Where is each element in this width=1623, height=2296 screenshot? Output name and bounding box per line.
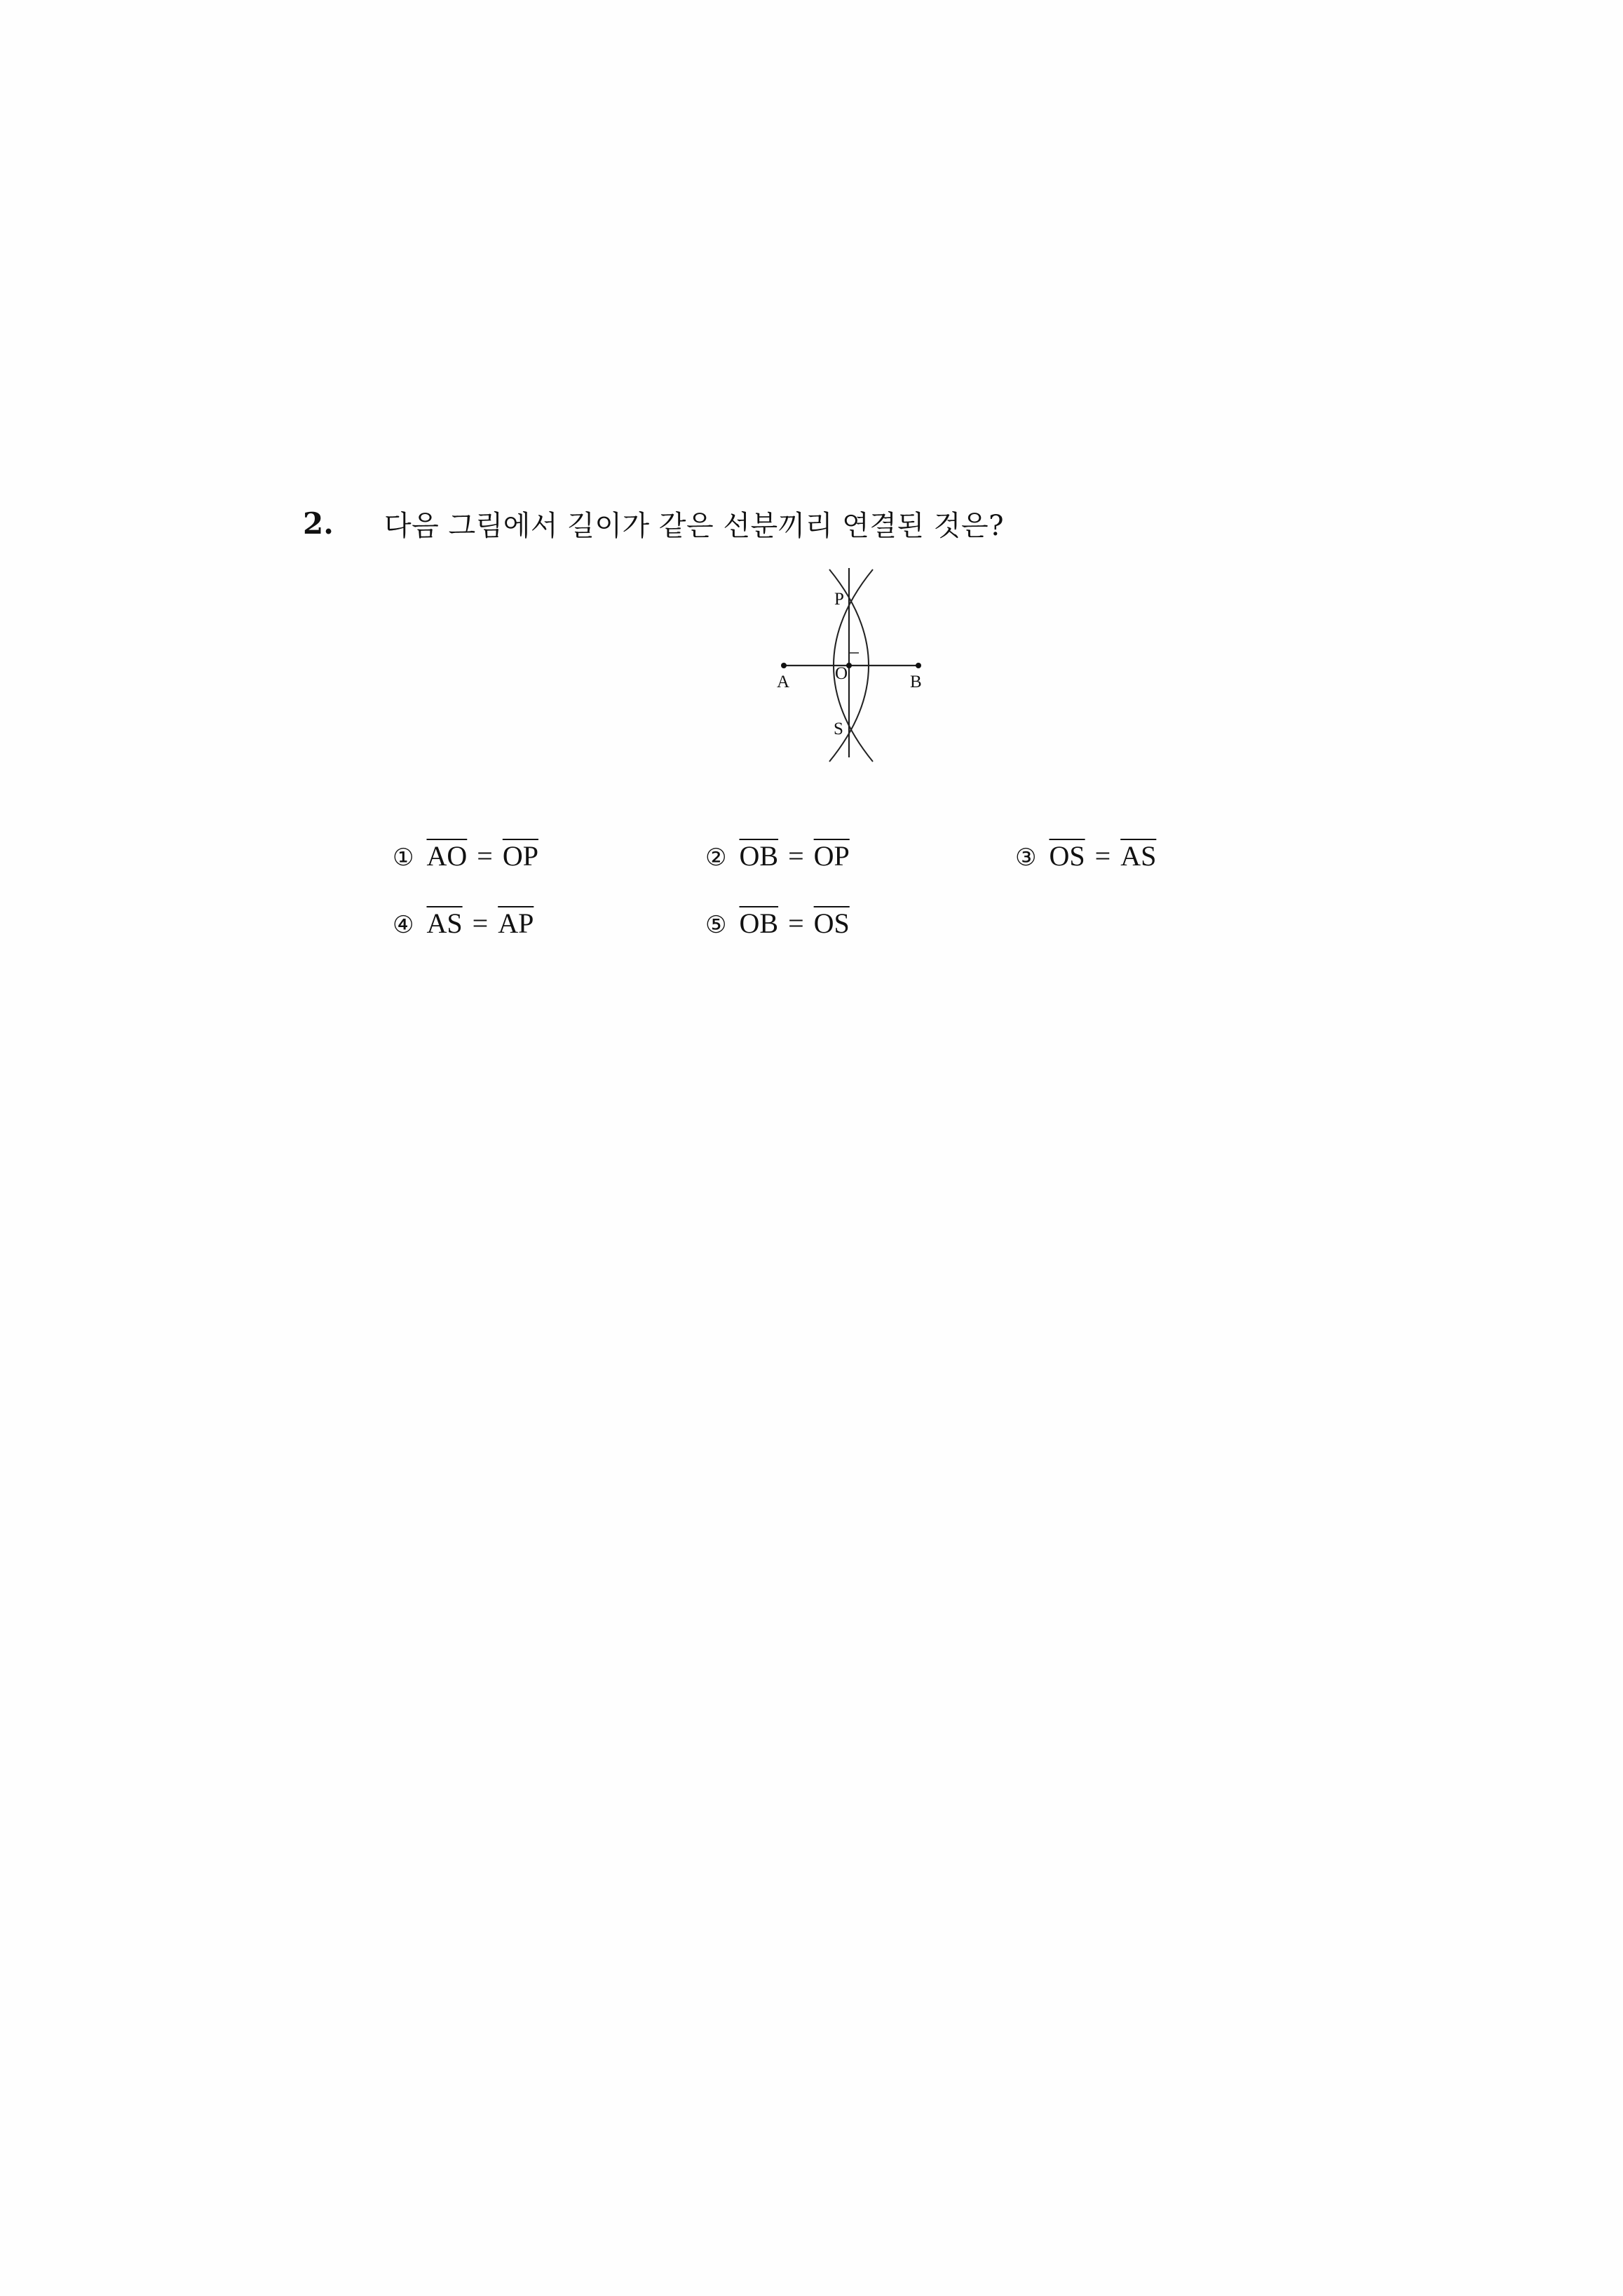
choice-5[interactable] <box>705 907 850 940</box>
segment-right: $\overline{OS}$ <box>813 907 850 939</box>
choice-4[interactable] <box>393 907 534 940</box>
point-a <box>781 663 787 668</box>
label-o: O <box>835 664 848 683</box>
label-a: A <box>777 673 790 691</box>
choice-mark: ② <box>705 844 727 872</box>
choice-mark: ④ <box>393 911 414 939</box>
label-p: P <box>834 590 844 609</box>
segment-left: $\overline{OB}$ <box>739 907 779 939</box>
segment-left: $\overline{AS}$ <box>426 907 463 939</box>
segment-left: $\overline{AO}$ <box>426 840 468 872</box>
question-text: 다음 그림에서 길이가 같은 선분끼리 연결된 것은? <box>384 510 1005 542</box>
choice-3[interactable] <box>1015 839 1156 872</box>
segment-left: $\overline{OB}$ <box>739 840 779 872</box>
equals-sign: = <box>788 907 804 939</box>
equals-sign: = <box>1094 840 1111 872</box>
segment-right: $\overline{OP}$ <box>813 840 850 872</box>
segment-right: $\overline{AS}$ <box>1120 840 1157 872</box>
point-b <box>916 663 921 668</box>
choice-1[interactable] <box>393 839 538 872</box>
perpendicular-bisector-figure <box>757 561 925 771</box>
equals-sign: = <box>472 907 489 939</box>
segment-right: $\overline{OP}$ <box>502 840 538 872</box>
choice-2[interactable] <box>705 839 850 872</box>
label-s: S <box>834 720 843 738</box>
segment-right: $\overline{AP}$ <box>498 907 534 939</box>
choice-mark: ① <box>393 844 414 872</box>
label-b: B <box>910 673 922 691</box>
equals-sign: = <box>477 840 493 872</box>
choice-mark: ⑤ <box>705 911 727 939</box>
equals-sign: = <box>788 840 804 872</box>
segment-left: $\overline{OS}$ <box>1049 840 1085 872</box>
choice-mark: ③ <box>1015 844 1037 872</box>
question-number: 2. <box>303 506 334 541</box>
